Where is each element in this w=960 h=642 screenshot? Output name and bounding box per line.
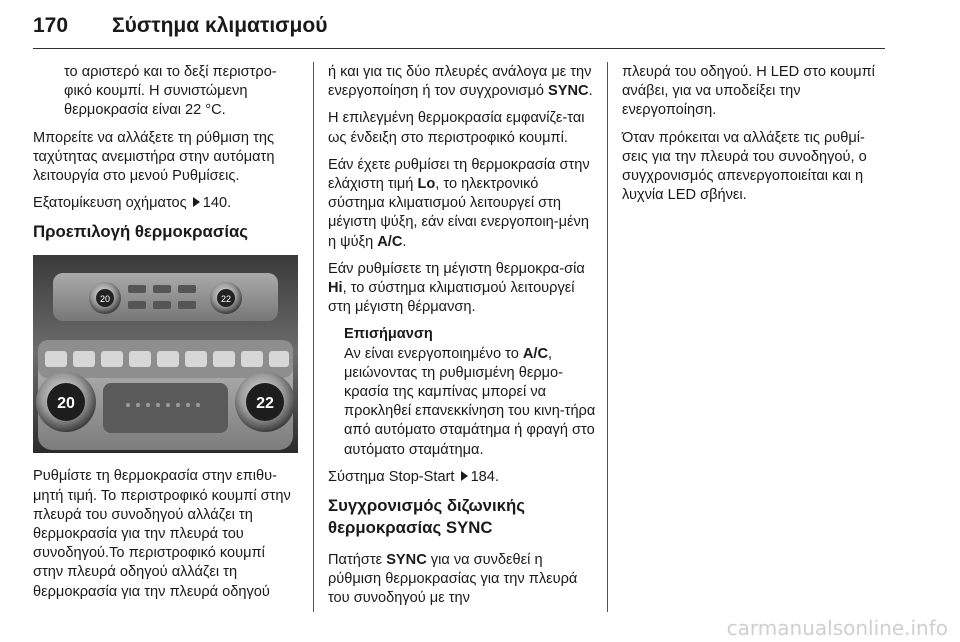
col2-para-4: [328, 260, 598, 318]
page-reference[interactable]: 140.: [202, 195, 232, 212]
climate-control-photo: [33, 255, 298, 453]
note-text: [344, 345, 598, 460]
header-rule: [33, 48, 885, 49]
column-divider-1: [313, 62, 314, 612]
col1-para-3: [33, 194, 298, 213]
note-title: Επισήμανση: [344, 326, 433, 343]
text: για να συνδεθεί η ρύθμιση θερμοκρασίας για την πλευρά του συνοδηγού με την: [328, 552, 578, 607]
text: Εξατομίκευση οχήματος: [33, 195, 187, 212]
col3-para-1: πλευρά του οδηγού. Η LED στο κουμπί ανάβει, για να υποδείξει την ενεργοποίηση.: [622, 64, 875, 119]
note-box: [344, 325, 598, 459]
page-reference[interactable]: 184.: [470, 468, 499, 485]
text: Πατήστε: [328, 552, 387, 569]
col1-para-1: [64, 63, 298, 121]
hi-label: Hi: [328, 280, 343, 297]
text: ή και για τις δύο πλευρές ανάλογα με την ενεργοποίηση ή τον συγχρονισμό: [328, 64, 592, 100]
small-right-temp: 22: [220, 294, 232, 305]
small-left-temp: 20: [99, 294, 111, 305]
section-title: Σύστημα κλιματισμού: [112, 14, 328, 37]
sync-label: SYNC: [548, 83, 589, 100]
text: , μειώνοντας τη ρυθμισμένη θερμο-κρασία της καμπίνας μπορεί να προκληθεί επανεκκίνηση του κινη-τήρα από αυτόματο σταμάτημα ή φραγή στο αυτόματο σταμάτημα.: [344, 345, 596, 458]
text: , το ηλεκτρονικό σύστημα κλιματισμού λειτουργεί στη μέγιστη ψύξη, εάν είναι ενεργοποιη-μένη η ψύξη: [328, 176, 589, 250]
text: θερμοκρασία είναι 22 °C.: [64, 102, 226, 119]
column-1: [33, 63, 298, 610]
sync-label: SYNC: [386, 552, 427, 569]
col1-para-4: Ρυθμίστε τη θερμοκρασία στην επιθυ-μητή τιμή. Το περιστροφικό κουμπί στην πλευρά του συνοδηγού αλλάζει τη θερμοκρασία για την πλευρά του συνοδηγού.Το περιστροφικό κουμπί στην πλευρά οδηγού αλλάζει τη θερμοκρασία για την πλευρά οδηγού: [33, 468, 291, 600]
text: .: [588, 83, 593, 100]
text: Αν είναι ενεργοποιημένο το: [344, 345, 523, 362]
reference-arrow-icon: [193, 197, 200, 207]
text: φικό κουμπί. Η συνιστώμενη: [64, 83, 248, 100]
col1-heading: Προεπιλογή θερμοκρασίας: [33, 222, 249, 242]
text: Σύστημα Stop-Start: [328, 468, 455, 485]
page-header: [33, 14, 885, 50]
watermark: carmanualsonline.info: [726, 616, 948, 640]
left-temp-display: 20: [57, 395, 75, 413]
text: , το σύστημα κλιματισμού λειτουργεί στη μέγιστη θέρμανση.: [328, 280, 575, 316]
col2-para-3: [328, 156, 598, 252]
ac-label: A/C: [377, 233, 403, 250]
col2-para-1: [328, 63, 598, 101]
col2-para-6: [328, 551, 598, 609]
right-temp-display: 22: [256, 395, 274, 413]
column-3: [622, 63, 890, 213]
lo-label: Lo: [417, 176, 436, 193]
page-number: 170: [33, 14, 69, 37]
text: Εάν ρυθμίσετε τη μέγιστη θερμοκρα-σία: [328, 260, 585, 277]
col2-para-5: [328, 468, 598, 487]
column-divider-2: [607, 62, 608, 612]
ac-label: A/C: [522, 345, 549, 362]
text: Εάν έχετε ρυθμίσει τη θερμοκρασία στην ελάχιστη τιμή: [328, 156, 590, 193]
col3-para-2: Όταν πρόκειται να αλλάξετε τις ρυθμί-σεις για την πλευρά του συνοδηγού, ο συγχρονισμός απενεργοποιείται και η λυχνία LED σβήνει.: [622, 129, 867, 204]
text: .: [402, 233, 407, 250]
col1-para-2: Μπορείτε να αλλάξετε τη ρύθμιση της ταχύτητας ανεμιστήρα στην αυτόματη λειτουργία στο μενού Ρυθμίσεις.: [33, 129, 275, 185]
col2-para-2: Η επιλεγμένη θερμοκρασία εμφανίζε-ται ως ένδειξη στο περιστροφικό κουμπί.: [328, 110, 585, 146]
text: το αριστερό και το δεξί περιστρο-: [64, 64, 277, 80]
column-2: [328, 63, 598, 617]
reference-arrow-icon: [461, 471, 468, 481]
col2-heading: Συγχρονισμός διζωνικής θερμοκρασίας SYNC: [328, 496, 525, 538]
